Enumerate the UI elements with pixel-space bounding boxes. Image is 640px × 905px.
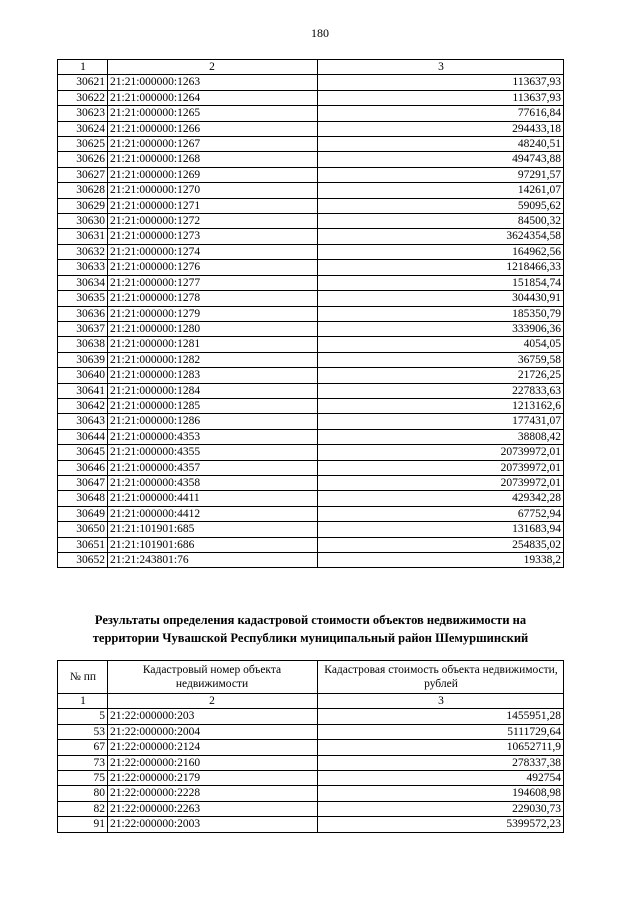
cadastral-number-cell: 21:21:000000:1263 <box>108 75 318 90</box>
row-number-cell: 30649 <box>58 506 108 521</box>
row-number-cell: 30638 <box>58 337 108 352</box>
cadastral-value-cell: 164962,56 <box>318 244 564 259</box>
cadastral-number-cell: 21:21:243801:76 <box>108 553 318 568</box>
column-number-row <box>58 694 564 709</box>
cadastral-value-cell: 3624354,58 <box>318 229 564 244</box>
cadastral-number-cell: 21:22:000000:2160 <box>108 755 318 770</box>
cadastral-value-cell: 227833,63 <box>318 383 564 398</box>
cadastral-number-cell: 21:21:000000:1268 <box>108 152 318 167</box>
cadastral-number-cell: 21:21:000000:1267 <box>108 137 318 152</box>
table-row <box>58 321 564 336</box>
table-row <box>58 260 564 275</box>
table-row <box>58 709 564 724</box>
cadastral-number-cell: 21:21:000000:4411 <box>108 491 318 506</box>
cadastral-value-cell: 229030,73 <box>318 801 564 816</box>
cadastral-value-cell: 97291,57 <box>318 167 564 182</box>
cadastral-value-cell: 131683,94 <box>318 522 564 537</box>
cadastral-number-cell: 21:21:000000:1284 <box>108 383 318 398</box>
cadastral-number-cell: 21:21:000000:1272 <box>108 214 318 229</box>
row-number-cell: 30634 <box>58 275 108 290</box>
cadastral-number-cell: 21:21:000000:1266 <box>108 121 318 136</box>
cadastral-number-cell: 21:22:000000:2003 <box>108 817 318 832</box>
cadastral-value-cell: 185350,79 <box>318 306 564 321</box>
cadastral-table-continued <box>57 59 564 568</box>
cadastral-value-cell: 1455951,28 <box>318 709 564 724</box>
table-row <box>58 90 564 105</box>
cadastral-number-cell: 21:22:000000:2124 <box>108 740 318 755</box>
cadastral-value-cell: 20739972,01 <box>318 445 564 460</box>
cadastral-number-cell: 21:21:000000:1273 <box>108 229 318 244</box>
row-number-cell: 30648 <box>58 491 108 506</box>
table-row <box>58 460 564 475</box>
table-row <box>58 137 564 152</box>
table-row <box>58 522 564 537</box>
cadastral-value-cell: 278337,38 <box>318 755 564 770</box>
cadastral-value-cell: 14261,07 <box>318 183 564 198</box>
cadastral-number-cell: 21:21:000000:1279 <box>108 306 318 321</box>
cadastral-value-cell: 19338,2 <box>318 553 564 568</box>
row-number-cell: 30641 <box>58 383 108 398</box>
cadastral-value-cell: 494743,88 <box>318 152 564 167</box>
cadastral-value-cell: 5399572,23 <box>318 817 564 832</box>
cadastral-value-cell: 177431,07 <box>318 414 564 429</box>
table-row <box>58 771 564 786</box>
row-number-cell: 30643 <box>58 414 108 429</box>
table-row <box>58 229 564 244</box>
row-number-cell: 30627 <box>58 167 108 182</box>
cadastral-number-cell: 21:22:000000:2004 <box>108 724 318 739</box>
cadastral-value-cell: 151854,74 <box>318 275 564 290</box>
column-number-row <box>58 60 564 75</box>
cadastral-number-cell: 21:21:101901:686 <box>108 537 318 552</box>
cadastral-value-cell: 492754 <box>318 771 564 786</box>
table-row <box>58 506 564 521</box>
table-row <box>58 740 564 755</box>
cadastral-value-cell: 5111729,64 <box>318 724 564 739</box>
table-row <box>58 291 564 306</box>
table-row <box>58 817 564 832</box>
cadastral-value-cell: 77616,84 <box>318 106 564 121</box>
row-number-cell: 30637 <box>58 321 108 336</box>
row-number-cell: 30651 <box>58 537 108 552</box>
column-number-cell: 1 <box>58 694 108 709</box>
row-number-cell: 30629 <box>58 198 108 213</box>
table-row <box>58 786 564 801</box>
cadastral-number-cell: 21:21:000000:4357 <box>108 460 318 475</box>
table-row <box>58 306 564 321</box>
table-row <box>58 214 564 229</box>
table-row <box>58 152 564 167</box>
cadastral-value-cell: 113637,93 <box>318 90 564 105</box>
table-row <box>58 383 564 398</box>
cadastral-value-cell: 20739972,01 <box>318 460 564 475</box>
cadastral-number-cell: 21:22:000000:2263 <box>108 801 318 816</box>
row-number-cell: 30644 <box>58 429 108 444</box>
cadastral-value-cell: 1218466,33 <box>318 260 564 275</box>
table-row <box>58 537 564 552</box>
cadastral-number-cell: 21:21:000000:1278 <box>108 291 318 306</box>
cadastral-value-cell: 21726,25 <box>318 368 564 383</box>
cadastral-value-cell: 20739972,01 <box>318 475 564 490</box>
cadastral-number-cell: 21:21:000000:4412 <box>108 506 318 521</box>
table-body <box>58 60 564 568</box>
header-cell-number: № пп <box>58 661 108 694</box>
row-number-cell: 30632 <box>58 244 108 259</box>
row-number-cell: 30645 <box>58 445 108 460</box>
cadastral-value-cell: 429342,28 <box>318 491 564 506</box>
cadastral-number-cell: 21:21:000000:1264 <box>108 90 318 105</box>
cadastral-value-cell: 294433,18 <box>318 121 564 136</box>
cadastral-value-cell: 67752,94 <box>318 506 564 521</box>
column-number-cell: 3 <box>318 60 564 75</box>
header-cell-cadastral-number: Кадастровый номер объекта недвижимости <box>108 661 318 694</box>
cadastral-number-cell: 21:22:000000:2179 <box>108 771 318 786</box>
cadastral-value-cell: 254835,02 <box>318 537 564 552</box>
table-row <box>58 106 564 121</box>
cadastral-value-cell: 10652711,9 <box>318 740 564 755</box>
cadastral-value-cell: 113637,93 <box>318 75 564 90</box>
cadastral-number-cell: 21:21:000000:1265 <box>108 106 318 121</box>
table-row <box>58 167 564 182</box>
row-number-cell: 30635 <box>58 291 108 306</box>
cadastral-number-cell: 21:21:000000:4353 <box>108 429 318 444</box>
row-number-cell: 75 <box>58 771 108 786</box>
table-row <box>58 491 564 506</box>
row-number-cell: 30623 <box>58 106 108 121</box>
cadastral-number-cell: 21:21:000000:1274 <box>108 244 318 259</box>
table-row <box>58 244 564 259</box>
column-number-cell: 2 <box>108 694 318 709</box>
cadastral-value-cell: 59095,62 <box>318 198 564 213</box>
cadastral-value-cell: 304430,91 <box>318 291 564 306</box>
table-row <box>58 337 564 352</box>
table-row <box>58 198 564 213</box>
row-number-cell: 82 <box>58 801 108 816</box>
cadastral-table-shemurshinsky <box>57 660 564 833</box>
table-row <box>58 275 564 290</box>
row-number-cell: 30647 <box>58 475 108 490</box>
row-number-cell: 30633 <box>58 260 108 275</box>
cadastral-number-cell: 21:21:000000:1285 <box>108 398 318 413</box>
row-number-cell: 30630 <box>58 214 108 229</box>
section-title-line: Результаты определения кадастровой стоимости объектов недвижимости на <box>94 613 527 627</box>
cadastral-number-cell: 21:21:000000:4358 <box>108 475 318 490</box>
row-number-cell: 30646 <box>58 460 108 475</box>
row-number-cell: 30626 <box>58 152 108 167</box>
row-number-cell: 80 <box>58 786 108 801</box>
column-number-cell: 2 <box>108 60 318 75</box>
row-number-cell: 30624 <box>58 121 108 136</box>
cadastral-number-cell: 21:21:000000:1280 <box>108 321 318 336</box>
row-number-cell: 5 <box>58 709 108 724</box>
table-row <box>58 801 564 816</box>
cadastral-number-cell: 21:21:000000:1286 <box>108 414 318 429</box>
cadastral-number-cell: 21:21:000000:1270 <box>108 183 318 198</box>
table-row <box>58 724 564 739</box>
row-number-cell: 30622 <box>58 90 108 105</box>
section-title <box>57 611 564 647</box>
cadastral-number-cell: 21:21:000000:1282 <box>108 352 318 367</box>
table-row <box>58 183 564 198</box>
table-row <box>58 755 564 770</box>
table-row <box>58 429 564 444</box>
row-number-cell: 67 <box>58 740 108 755</box>
table-row <box>58 414 564 429</box>
cadastral-value-cell: 333906,36 <box>318 321 564 336</box>
cadastral-number-cell: 21:21:000000:1283 <box>108 368 318 383</box>
table-row <box>58 445 564 460</box>
section-title-line: территории Чувашской Республики муниципальный район Шемуршинский <box>92 631 529 645</box>
header-row <box>58 661 564 694</box>
table-body <box>58 661 564 833</box>
table-row <box>58 352 564 367</box>
table-row <box>58 553 564 568</box>
column-number-cell: 1 <box>58 60 108 75</box>
row-number-cell: 30642 <box>58 398 108 413</box>
cadastral-number-cell: 21:21:000000:1271 <box>108 198 318 213</box>
row-number-cell: 30628 <box>58 183 108 198</box>
cadastral-number-cell: 21:21:000000:1281 <box>108 337 318 352</box>
table-row <box>58 475 564 490</box>
cadastral-value-cell: 48240,51 <box>318 137 564 152</box>
row-number-cell: 30631 <box>58 229 108 244</box>
cadastral-value-cell: 36759,58 <box>318 352 564 367</box>
cadastral-number-cell: 21:21:000000:4355 <box>108 445 318 460</box>
row-number-cell: 30625 <box>58 137 108 152</box>
page-number: 180 <box>311 26 329 40</box>
cadastral-value-cell: 4054,05 <box>318 337 564 352</box>
table-row <box>58 398 564 413</box>
row-number-cell: 30636 <box>58 306 108 321</box>
row-number-cell: 30639 <box>58 352 108 367</box>
table-row <box>58 121 564 136</box>
cadastral-value-cell: 194608,98 <box>318 786 564 801</box>
cadastral-number-cell: 21:21:000000:1277 <box>108 275 318 290</box>
cadastral-number-cell: 21:21:000000:1276 <box>108 260 318 275</box>
row-number-cell: 30652 <box>58 553 108 568</box>
cadastral-number-cell: 21:21:000000:1269 <box>108 167 318 182</box>
column-number-cell: 3 <box>318 694 564 709</box>
cadastral-number-cell: 21:22:000000:203 <box>108 709 318 724</box>
row-number-cell: 91 <box>58 817 108 832</box>
row-number-cell: 53 <box>58 724 108 739</box>
table-row <box>58 75 564 90</box>
cadastral-number-cell: 21:22:000000:2228 <box>108 786 318 801</box>
cadastral-value-cell: 38808,42 <box>318 429 564 444</box>
row-number-cell: 73 <box>58 755 108 770</box>
row-number-cell: 30650 <box>58 522 108 537</box>
row-number-cell: 30621 <box>58 75 108 90</box>
cadastral-value-cell: 84500,32 <box>318 214 564 229</box>
table-row <box>58 368 564 383</box>
cadastral-value-cell: 1213162,6 <box>318 398 564 413</box>
cadastral-number-cell: 21:21:101901:685 <box>108 522 318 537</box>
header-cell-cadastral-value: Кадастровая стоимость объекта недвижимости, рублей <box>318 661 564 694</box>
row-number-cell: 30640 <box>58 368 108 383</box>
